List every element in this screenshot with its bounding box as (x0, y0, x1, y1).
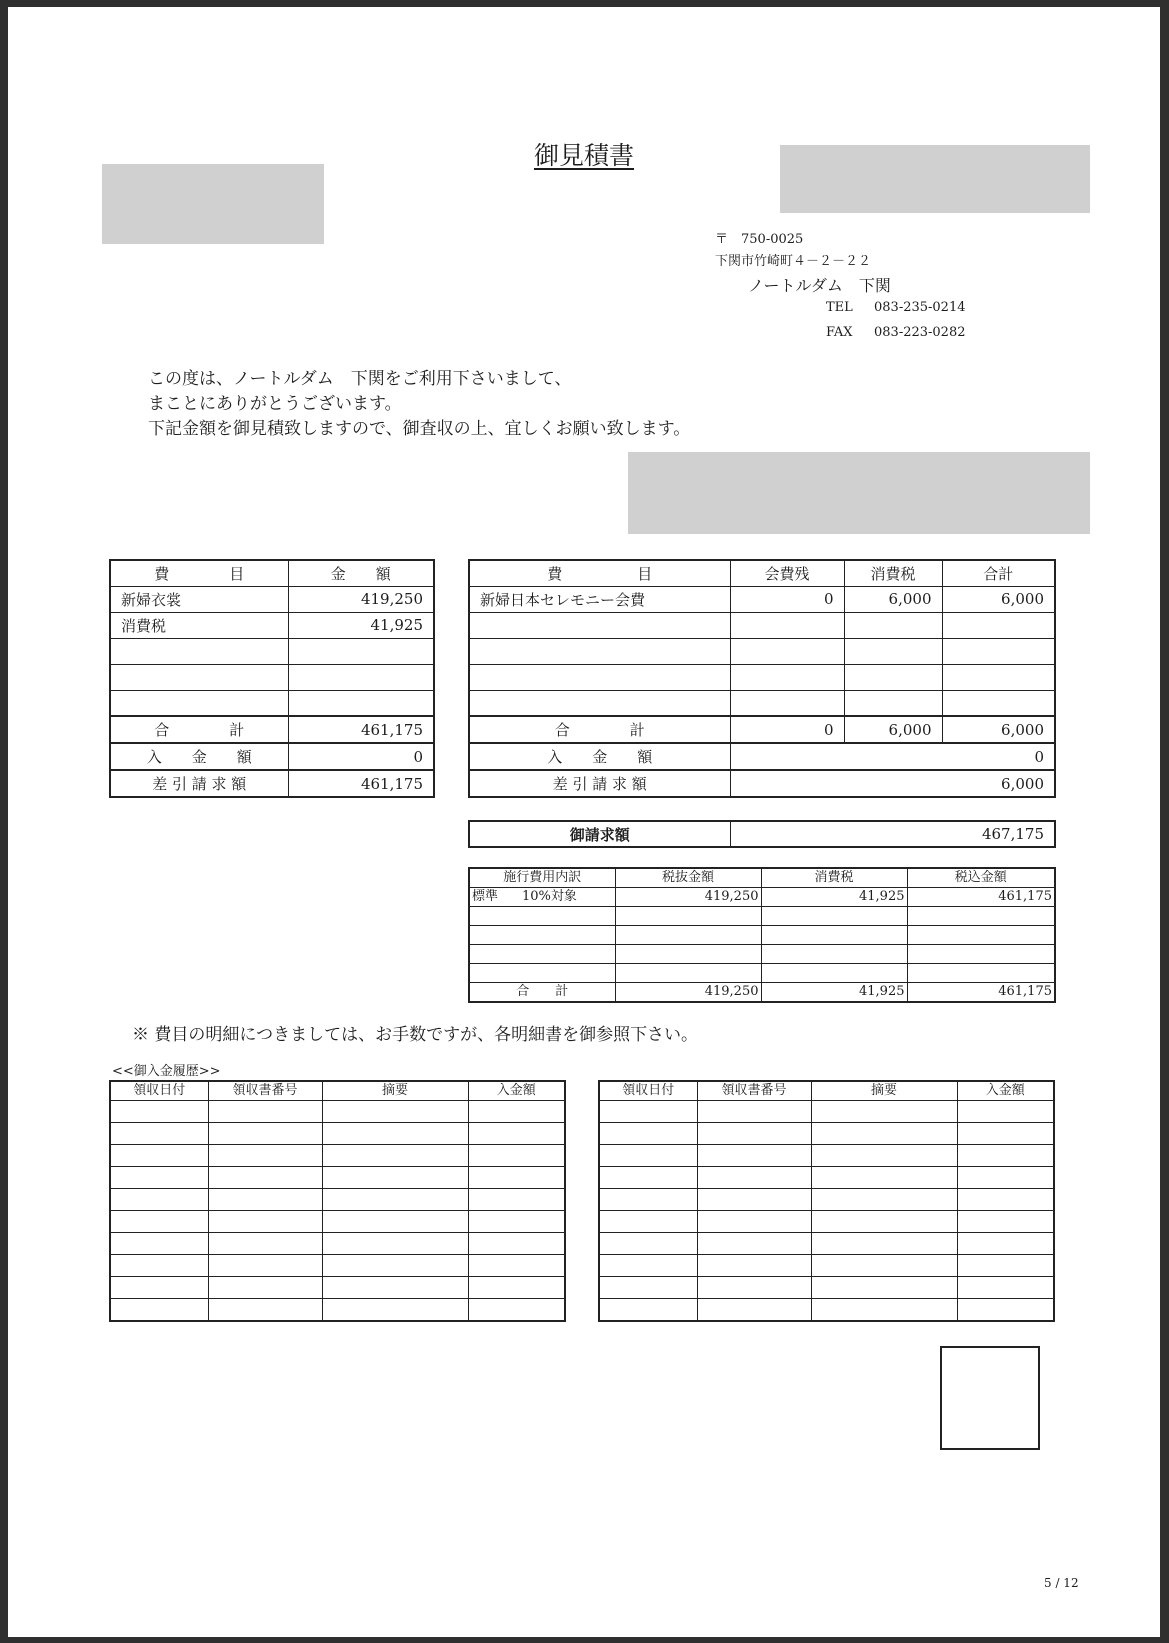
table-row (110, 638, 434, 664)
row-receipt-no (208, 1233, 322, 1255)
table-row (469, 926, 1055, 945)
table-row (599, 1299, 1054, 1321)
total-remaining: 0 (730, 716, 844, 743)
balance-label: 差 引 請 求 額 (469, 770, 730, 797)
sender-tel-label: TEL (826, 300, 853, 315)
row-excl (615, 907, 761, 926)
detail-note: ※ 費目の明細につきましては、お手数ですが、各明細書を御参照下さい。 (132, 1025, 699, 1045)
row-excl (615, 964, 761, 983)
row-receipt-no (208, 1255, 322, 1277)
header-date: 領収日付 (599, 1081, 697, 1101)
received-amount: 0 (288, 743, 434, 770)
received-label: 入 金 額 (110, 743, 288, 770)
row-amount (288, 638, 434, 664)
row-summary (811, 1189, 957, 1211)
row-item (469, 612, 730, 638)
row-receipt-no (208, 1145, 322, 1167)
row-receipt-no (208, 1189, 322, 1211)
page-indicator: 5 / 12 (1044, 1576, 1079, 1590)
row-date (110, 1211, 208, 1233)
header-summary: 摘要 (322, 1081, 468, 1101)
header-remaining: 会費残 (730, 560, 844, 586)
total-total: 6,000 (942, 716, 1055, 743)
row-receipt-no (697, 1277, 811, 1299)
row-date (110, 1233, 208, 1255)
received-row (110, 743, 434, 770)
table-row (469, 664, 1055, 690)
sender-fax-label: FAX (826, 325, 853, 340)
row-date (110, 1123, 208, 1145)
row-item-rate: 10%対象 (522, 889, 577, 904)
table-row (599, 1189, 1054, 1211)
row-amount (957, 1211, 1054, 1233)
header-receipt-no: 領収書番号 (697, 1081, 811, 1101)
row-date (110, 1255, 208, 1277)
row-tax (761, 907, 907, 926)
row-amount (468, 1211, 565, 1233)
balance-amount: 461,175 (288, 770, 434, 797)
table-header-row (110, 560, 434, 586)
row-amount (468, 1255, 565, 1277)
table-row (110, 1277, 565, 1299)
greeting-message (148, 367, 690, 442)
sender-fax: 083-223-0282 (874, 325, 966, 340)
row-date (110, 1189, 208, 1211)
row-total: 6,000 (942, 586, 1055, 612)
header-item: 費 目 (469, 560, 730, 586)
table-row (599, 1123, 1054, 1145)
row-summary (322, 1123, 468, 1145)
row-date (599, 1167, 697, 1189)
row-date (110, 1299, 208, 1321)
header-tax: 消費税 (761, 868, 907, 888)
row-item: 消費税 (110, 612, 288, 638)
row-tax: 6,000 (844, 586, 942, 612)
row-amount (957, 1233, 1054, 1255)
table-row (110, 1211, 565, 1233)
row-amount (468, 1167, 565, 1189)
row-amount (468, 1123, 565, 1145)
row-total (942, 638, 1055, 664)
document-title: 御見積書 (533, 141, 634, 170)
table-row (599, 1255, 1054, 1277)
row-summary (322, 1255, 468, 1277)
table-row (599, 1233, 1054, 1255)
row-date (110, 1145, 208, 1167)
total-label: 合 計 (469, 716, 730, 743)
row-remaining (730, 638, 844, 664)
document-page (8, 7, 1160, 1637)
table-row (469, 888, 1055, 907)
table-row (110, 1233, 565, 1255)
row-tax (844, 690, 942, 716)
row-item (469, 907, 615, 926)
row-summary (322, 1167, 468, 1189)
table-row (110, 1189, 565, 1211)
header-excl: 税抜金額 (615, 868, 761, 888)
row-excl: 419,250 (615, 888, 761, 907)
row-receipt-no (208, 1277, 322, 1299)
row-date (110, 1277, 208, 1299)
total-label: 合 計 (110, 716, 288, 743)
greeting-line: 下記金額を御見積致しますので、御査収の上、宜しくお願い致します。 (148, 419, 691, 439)
row-date (599, 1101, 697, 1123)
payment-history-table-right (598, 1080, 1055, 1322)
row-date (599, 1277, 697, 1299)
row-summary (322, 1277, 468, 1299)
table-row (110, 1167, 565, 1189)
row-tax (761, 945, 907, 964)
total-incl: 461,175 (907, 983, 1055, 1003)
received-row (469, 743, 1055, 770)
row-amount (957, 1101, 1054, 1123)
row-total (942, 664, 1055, 690)
greeting-line: この度は、ノートルダム 下関をご利用下さいまして、 (148, 369, 572, 389)
row-item (110, 638, 288, 664)
row-summary (811, 1233, 957, 1255)
row-receipt-no (697, 1123, 811, 1145)
received-label: 入 金 額 (469, 743, 730, 770)
row-remaining: 0 (730, 586, 844, 612)
total-row (469, 716, 1055, 743)
table-row (110, 1255, 565, 1277)
row-item (469, 945, 615, 964)
table-row (110, 664, 434, 690)
row-total (942, 612, 1055, 638)
row-receipt-no (208, 1123, 322, 1145)
row-receipt-no (208, 1299, 322, 1321)
row-summary (811, 1123, 957, 1145)
total-row (469, 983, 1055, 1003)
grand-total-amount: 467,175 (730, 821, 1055, 847)
row-receipt-no (697, 1167, 811, 1189)
header-summary: 摘要 (811, 1081, 957, 1101)
row-item (110, 690, 288, 716)
table-row (110, 1101, 565, 1123)
table-row (469, 907, 1055, 926)
row-incl (907, 926, 1055, 945)
row-date (110, 1167, 208, 1189)
row-tax: 41,925 (761, 888, 907, 907)
row-receipt-no (697, 1255, 811, 1277)
table-row (469, 945, 1055, 964)
row-remaining (730, 612, 844, 638)
row-receipt-no (697, 1299, 811, 1321)
row-total (942, 690, 1055, 716)
table-row (110, 1123, 565, 1145)
header-amount: 入金額 (468, 1081, 565, 1101)
row-summary (322, 1211, 468, 1233)
redacted-recipient-block (102, 164, 324, 244)
row-amount (468, 1277, 565, 1299)
grand-total-row (469, 821, 1055, 847)
row-item-category: 標準 (472, 889, 499, 904)
row-amount (957, 1189, 1054, 1211)
row-amount (957, 1145, 1054, 1167)
row-summary (811, 1211, 957, 1233)
header-amount: 入金額 (957, 1081, 1054, 1101)
table-row (469, 612, 1055, 638)
total-excl: 419,250 (615, 983, 761, 1003)
payment-history-label: <<御入金履歴>> (112, 1064, 221, 1079)
table-row (110, 586, 434, 612)
row-amount (957, 1255, 1054, 1277)
header-total: 合計 (942, 560, 1055, 586)
table-row (469, 638, 1055, 664)
row-incl: 461,175 (907, 888, 1055, 907)
balance-amount: 6,000 (730, 770, 1055, 797)
row-amount: 419,250 (288, 586, 434, 612)
row-remaining (730, 664, 844, 690)
row-amount (468, 1189, 565, 1211)
table-row (469, 586, 1055, 612)
row-date (599, 1123, 697, 1145)
row-summary (322, 1189, 468, 1211)
row-date (599, 1189, 697, 1211)
row-item (469, 888, 615, 907)
row-receipt-no (208, 1211, 322, 1233)
row-amount (468, 1233, 565, 1255)
header-item: 施行費用内訳 (469, 868, 615, 888)
row-item (469, 664, 730, 690)
table-row (110, 612, 434, 638)
table-row (469, 964, 1055, 983)
received-amount: 0 (730, 743, 1055, 770)
row-date (110, 1101, 208, 1123)
row-item (469, 926, 615, 945)
sender-address: 下関市竹崎町４－２－２２ (715, 254, 872, 269)
row-amount (288, 690, 434, 716)
row-summary (811, 1277, 957, 1299)
row-item: 新婦衣裳 (110, 586, 288, 612)
greeting-line: まことにありがとうございます。 (148, 394, 402, 414)
row-amount (468, 1145, 565, 1167)
total-label: 合 計 (469, 983, 615, 1003)
row-receipt-no (697, 1189, 811, 1211)
balance-row (110, 770, 434, 797)
payment-history-table-left (109, 1080, 566, 1322)
table-row (110, 1299, 565, 1321)
row-excl (615, 926, 761, 945)
summary-table-left (109, 559, 435, 798)
sender-postal-code: 〒 750-0025 (715, 232, 804, 247)
header-item: 費 目 (110, 560, 288, 586)
table-row (110, 1145, 565, 1167)
row-summary (811, 1145, 957, 1167)
total-amount: 461,175 (288, 716, 434, 743)
redacted-seal-block (628, 452, 1090, 534)
tax-breakdown-table (468, 867, 1056, 1003)
row-receipt-no (208, 1101, 322, 1123)
row-item: 新婦日本セレモニー会費 (469, 586, 730, 612)
row-tax (844, 612, 942, 638)
row-amount (957, 1123, 1054, 1145)
row-date (599, 1255, 697, 1277)
row-item (469, 690, 730, 716)
row-amount (957, 1277, 1054, 1299)
table-header-row (469, 868, 1055, 888)
table-row (599, 1211, 1054, 1233)
table-header-row (110, 1081, 565, 1101)
sender-tel: 083-235-0214 (874, 300, 966, 315)
table-row (469, 690, 1055, 716)
row-tax (844, 638, 942, 664)
row-receipt-no (697, 1145, 811, 1167)
row-amount (468, 1299, 565, 1321)
table-row (599, 1145, 1054, 1167)
row-summary (811, 1167, 957, 1189)
header-incl: 税込金額 (907, 868, 1055, 888)
grand-total-table (468, 820, 1056, 848)
row-receipt-no (208, 1167, 322, 1189)
row-summary (322, 1145, 468, 1167)
row-incl (907, 907, 1055, 926)
header-date: 領収日付 (110, 1081, 208, 1101)
row-summary (811, 1101, 957, 1123)
row-summary (811, 1255, 957, 1277)
row-amount (468, 1101, 565, 1123)
table-header-row (469, 560, 1055, 586)
table-row (110, 690, 434, 716)
row-date (599, 1233, 697, 1255)
table-row (599, 1277, 1054, 1299)
summary-table-right (468, 559, 1056, 798)
row-amount (288, 664, 434, 690)
header-receipt-no: 領収書番号 (208, 1081, 322, 1101)
total-row (110, 716, 434, 743)
row-date (599, 1211, 697, 1233)
row-summary (322, 1233, 468, 1255)
grand-total-label: 御請求額 (469, 821, 730, 847)
total-tax: 6,000 (844, 716, 942, 743)
row-amount (957, 1167, 1054, 1189)
table-row (599, 1167, 1054, 1189)
row-incl (907, 964, 1055, 983)
row-receipt-no (697, 1101, 811, 1123)
header-tax: 消費税 (844, 560, 942, 586)
table-header-row (599, 1081, 1054, 1101)
balance-row (469, 770, 1055, 797)
row-item (469, 964, 615, 983)
row-date (599, 1145, 697, 1167)
row-incl (907, 945, 1055, 964)
row-summary (322, 1299, 468, 1321)
row-receipt-no (697, 1211, 811, 1233)
row-tax (844, 664, 942, 690)
row-date (599, 1299, 697, 1321)
row-remaining (730, 690, 844, 716)
redacted-company-logo (780, 145, 1090, 213)
row-excl (615, 945, 761, 964)
row-receipt-no (697, 1233, 811, 1255)
row-amount (957, 1299, 1054, 1321)
row-summary (811, 1299, 957, 1321)
row-tax (761, 926, 907, 945)
header-amount: 金 額 (288, 560, 434, 586)
table-row (599, 1101, 1054, 1123)
row-item (110, 664, 288, 690)
approval-stamp-box (940, 1346, 1040, 1450)
row-summary (322, 1101, 468, 1123)
row-amount: 41,925 (288, 612, 434, 638)
row-item (469, 638, 730, 664)
sender-name: ノートルダム 下関 (748, 276, 891, 295)
balance-label: 差 引 請 求 額 (110, 770, 288, 797)
total-tax: 41,925 (761, 983, 907, 1003)
row-tax (761, 964, 907, 983)
